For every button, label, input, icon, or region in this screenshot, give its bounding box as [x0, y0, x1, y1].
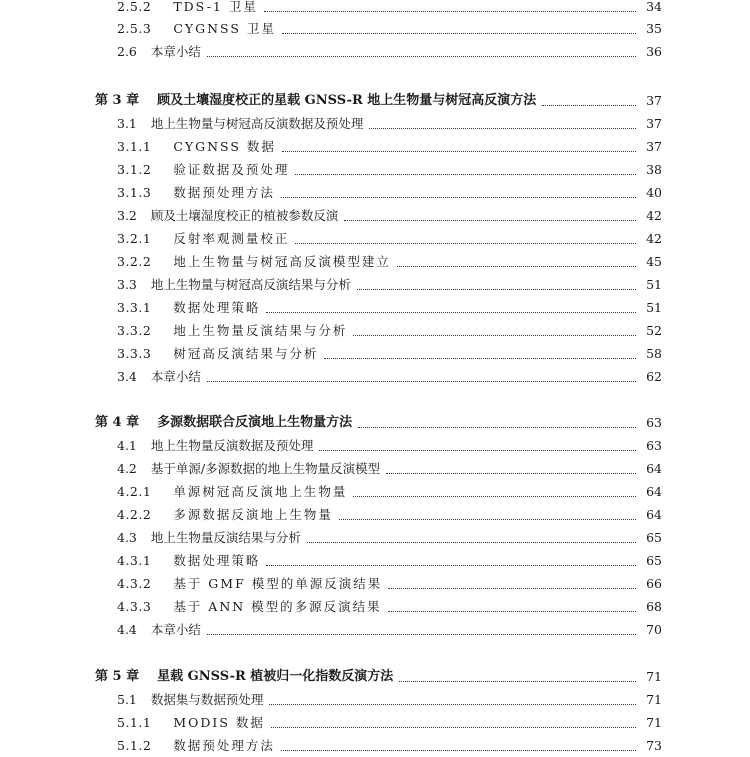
entry-number: 4.3.2 [117, 576, 152, 591]
entry-title: 星载 GNSS-R 植被归一化指数反演方法 [157, 669, 394, 684]
entry-number: 4.3 [117, 530, 137, 545]
dot-leader [281, 750, 636, 751]
page-number: 37 [646, 116, 662, 131]
section-entry [117, 205, 662, 227]
entry-title: 地上生物量与树冠高反演数据及预处理 [150, 116, 364, 131]
dot-leader [324, 358, 636, 359]
entry-title: MODIS 数据 [173, 715, 265, 730]
dot-leader [369, 128, 636, 129]
entry-title: 数据集与数据预处理 [150, 692, 264, 707]
subsection-entry [117, 550, 662, 572]
entry-title: 地上生物量反演数据及预处理 [150, 438, 314, 453]
dot-leader [295, 174, 636, 175]
section-entry [117, 619, 662, 641]
entry-number: 3.3.3 [117, 346, 152, 361]
entry-title: 反射率观测量校正 [173, 231, 290, 246]
entry-title: 数据预处理方法 [173, 185, 275, 200]
subsection-entry [117, 573, 662, 595]
dot-leader [399, 681, 636, 682]
entry-title: 基于 ANN 模型的多源反演结果 [173, 599, 382, 614]
page-number: 40 [646, 185, 662, 200]
page-number: 51 [646, 277, 662, 292]
entry-number: 3.2 [117, 208, 137, 223]
subsection-entry [117, 136, 662, 158]
entry-title: 顾及土壤湿度校正的植被参数反演 [150, 208, 339, 223]
page-number: 36 [646, 44, 662, 59]
subsection-entry [117, 18, 662, 40]
entry-title: 本章小结 [150, 622, 201, 637]
dot-leader [281, 197, 636, 198]
page-number: 52 [646, 323, 662, 338]
page-number: 64 [646, 461, 662, 476]
page-number: 35 [646, 21, 662, 36]
page-number: 66 [646, 576, 662, 591]
subsection-entry [117, 481, 662, 503]
entry-title: 验证数据及预处理 [173, 162, 290, 177]
dot-leader [266, 312, 636, 313]
dot-leader [264, 11, 636, 12]
subsection-entry [117, 159, 662, 181]
section-entry [117, 458, 662, 480]
chapter-entry [95, 412, 662, 434]
dot-leader [353, 496, 636, 497]
page-number: 37 [646, 93, 662, 108]
page-number: 62 [646, 369, 662, 384]
dot-leader [388, 611, 636, 612]
entry-title: 地上生物量反演结果与分析 [173, 323, 348, 338]
entry-number: 4.2.1 [117, 484, 152, 499]
page-number: 51 [646, 300, 662, 315]
entry-title: 地上生物量反演结果与分析 [150, 530, 301, 545]
entry-number: 3.3.2 [117, 323, 152, 338]
dot-leader [271, 727, 636, 728]
entry-number: 第 5 章 [95, 669, 140, 684]
entry-title: 地上生物量与树冠高反演模型建立 [173, 254, 391, 269]
dot-leader [397, 266, 636, 267]
entry-number: 2.6 [117, 44, 137, 59]
page-number: 63 [646, 438, 662, 453]
dot-leader [282, 151, 636, 152]
dot-leader [207, 56, 636, 57]
dot-leader [388, 588, 636, 589]
entry-number: 第 4 章 [95, 415, 140, 430]
entry-number: 5.1.1 [117, 715, 152, 730]
dot-leader [295, 243, 636, 244]
entry-number: 4.2 [117, 461, 137, 476]
subsection-entry [117, 596, 662, 618]
page-number: 64 [646, 484, 662, 499]
entry-number: 3.1.2 [117, 162, 152, 177]
subsection-entry [117, 504, 662, 526]
subsection-entry [117, 735, 662, 757]
entry-number: 3.1.1 [117, 139, 152, 154]
dot-leader [386, 473, 636, 474]
page-number: 42 [646, 208, 662, 223]
section-entry [117, 274, 662, 296]
page-number: 42 [646, 231, 662, 246]
entry-title: TDS-1 卫星 [173, 0, 258, 14]
page-number: 38 [646, 162, 662, 177]
entry-title: CYGNSS 卫星 [173, 21, 276, 36]
dot-leader [357, 289, 636, 290]
entry-title: 地上生物量与树冠高反演结果与分析 [150, 277, 351, 292]
section-entry [117, 41, 662, 63]
entry-number: 3.4 [117, 369, 137, 384]
page-number: 71 [646, 692, 662, 707]
dot-leader [269, 704, 636, 705]
entry-title: 基于 GMF 模型的单源反演结果 [173, 576, 383, 591]
page-number: 58 [646, 346, 662, 361]
entry-title: 基于单源/多源数据的地上生物量反演模型 [150, 461, 381, 476]
dot-leader [282, 33, 636, 34]
entry-title: 数据处理策略 [173, 300, 261, 315]
section-entry [117, 435, 662, 457]
section-entry [117, 113, 662, 135]
entry-number: 3.3 [117, 277, 137, 292]
entry-number: 3.2.2 [117, 254, 152, 269]
entry-number: 3.1 [117, 116, 137, 131]
subsection-entry [117, 320, 662, 342]
entry-number: 3.2.1 [117, 231, 152, 246]
entry-number: 第 3 章 [95, 93, 140, 108]
dot-leader [207, 381, 636, 382]
entry-number: 4.3.1 [117, 553, 152, 568]
page-number: 37 [646, 139, 662, 154]
entry-number: 2.5.3 [117, 21, 152, 36]
dot-leader [353, 335, 636, 336]
subsection-entry [117, 251, 662, 273]
entry-number: 4.3.3 [117, 599, 152, 614]
page-number: 34 [646, 0, 662, 14]
section-entry [117, 527, 662, 549]
entry-title: 本章小结 [150, 44, 201, 59]
dot-leader [339, 519, 636, 520]
dot-leader [344, 220, 636, 221]
dot-leader [542, 105, 636, 106]
entry-number: 4.2.2 [117, 507, 152, 522]
entry-title: 单源树冠高反演地上生物量 [173, 484, 348, 499]
entry-title: 多源数据反演地上生物量 [173, 507, 333, 522]
dot-leader [307, 542, 636, 543]
dot-leader [358, 427, 636, 428]
subsection-entry [117, 712, 662, 734]
page-number: 71 [646, 669, 662, 684]
subsection-entry [117, 297, 662, 319]
entry-number: 3.1.3 [117, 185, 152, 200]
entry-title: 本章小结 [150, 369, 201, 384]
chapter-entry [95, 666, 662, 688]
entry-number: 4.1 [117, 438, 137, 453]
entry-number: 5.1 [117, 692, 137, 707]
entry-number: 2.5.2 [117, 0, 152, 14]
entry-number: 3.3.1 [117, 300, 152, 315]
subsection-entry [117, 228, 662, 250]
section-entry [117, 366, 662, 388]
page-number: 70 [646, 622, 662, 637]
chapter-entry [95, 90, 662, 112]
entry-title: 多源数据联合反演地上生物量方法 [157, 415, 353, 430]
section-entry [117, 689, 662, 711]
subsection-entry [117, 343, 662, 365]
page-number: 64 [646, 507, 662, 522]
page-number: 65 [646, 553, 662, 568]
subsection-entry [117, 182, 662, 204]
page-number: 45 [646, 254, 662, 269]
dot-leader [266, 565, 636, 566]
entry-title: 数据预处理方法 [173, 738, 275, 753]
subsection-entry [117, 0, 662, 18]
entry-number: 5.1.2 [117, 738, 152, 753]
dot-leader [319, 450, 636, 451]
page-number: 71 [646, 715, 662, 730]
entry-number: 4.4 [117, 622, 137, 637]
entry-title: 树冠高反演结果与分析 [173, 346, 319, 361]
page-number: 73 [646, 738, 662, 753]
page-number: 68 [646, 599, 662, 614]
entry-title: 顾及土壤湿度校正的星载 GNSS-R 地上生物量与树冠高反演方法 [157, 93, 537, 108]
entry-title: 数据处理策略 [173, 553, 261, 568]
dot-leader [207, 634, 636, 635]
page-number: 63 [646, 415, 662, 430]
entry-title: CYGNSS 数据 [173, 139, 276, 154]
page-number: 65 [646, 530, 662, 545]
